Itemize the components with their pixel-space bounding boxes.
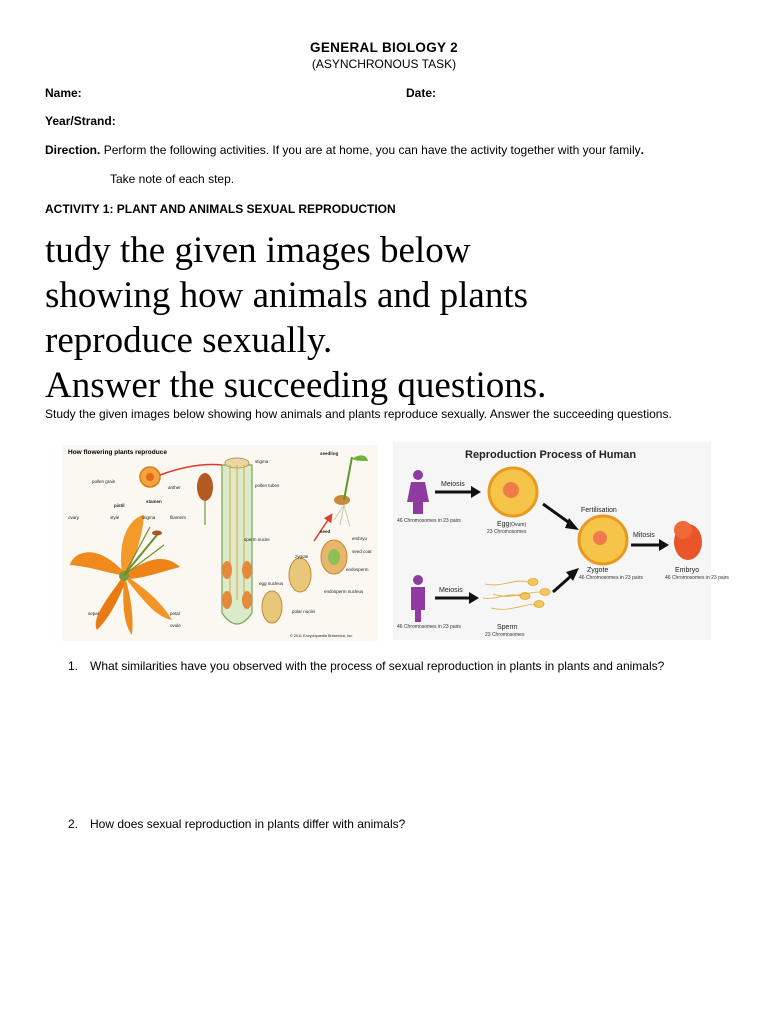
direction-label: Direction.	[45, 143, 101, 157]
zygote-label: Zygote	[587, 567, 609, 574]
question-2-text: How does sexual reproduction in plants differ with animals?	[90, 817, 406, 831]
male-chromosome-label: 46 Chromosomes in 23 pairs	[397, 624, 461, 630]
label-stigma-2: stigma	[142, 515, 156, 520]
ovum-label: (Ovum)	[509, 522, 527, 528]
meiosis-top-label: Meiosis	[441, 481, 465, 488]
ovule	[262, 591, 282, 623]
label-endosperm: endosperm	[346, 567, 369, 572]
direction-text: Perform the following activities. If you are at home, you can have the activity together with your family	[103, 143, 641, 157]
label-ovule: ovule	[170, 623, 181, 628]
label-seedling: seedling	[320, 451, 339, 456]
label-zygote: zygote	[295, 554, 309, 559]
label-stigma: stigma	[255, 459, 269, 464]
year-strand-label: Year/Strand:	[45, 114, 116, 128]
label-seed: seed	[320, 529, 331, 534]
label-anther: anther	[168, 485, 181, 490]
female-chromosome-label: 46 Chromosomes in 23 pairs	[397, 518, 461, 524]
embryo-label: Embryo	[675, 567, 700, 574]
fertilisation-label: Fertilisation	[581, 507, 617, 514]
question-number: 1.	[68, 659, 79, 673]
label-stamen: stamen	[146, 499, 162, 504]
activity-instruction: Study the given images below showing how animals and plants reproduce sexually. Answer the succeeding questions.	[45, 407, 672, 421]
document-subtitle: (ASYNCHRONOUS TASK)	[311, 57, 457, 71]
large-line: Answer the succeeding questions.	[45, 365, 547, 406]
label-petal: petal	[170, 611, 180, 616]
label-pollen-grain: pollen grain	[92, 479, 116, 484]
plant-figure-title: How flowering plants reproduce	[68, 449, 167, 456]
direction-paragraph	[45, 143, 721, 157]
label-style: style	[110, 515, 120, 520]
activity-heading: ACTIVITY 1: PLANT AND ANIMALS SEXUAL REPRODUCTION	[45, 202, 396, 216]
large-line: reproduce sexually.	[45, 320, 333, 361]
embryo-chromosome-label: 46 Chromosomes in 23 pairs	[665, 575, 729, 581]
label-embryo: embryo	[352, 536, 368, 541]
label-egg-nucleus: egg nucleus	[259, 581, 284, 586]
anther	[197, 473, 213, 501]
label-pollen-tubes: pollen tubes	[255, 483, 280, 488]
plant-reproduction-figure	[62, 445, 378, 641]
egg-chromosome-label: 23 Chromosomes	[487, 529, 527, 535]
document-title: GENERAL BIOLOGY 2	[310, 40, 458, 55]
mitosis-label: Mitosis	[633, 532, 655, 539]
svg-text:Egg(Ovum)	[497, 521, 526, 528]
date-label: Date:	[406, 86, 437, 100]
direction-note: Take note of each step.	[110, 172, 235, 186]
zygote-chromosome-label: 46 Chromosomes in 23 pairs	[579, 575, 643, 581]
label-pistil: pistil	[114, 503, 125, 508]
label-ovary: ovary	[68, 515, 80, 520]
large-line: showing how animals and plants	[45, 275, 529, 316]
sperm-chromosome-label: 23 Chromosomes	[485, 632, 525, 638]
meiosis-bottom-label: Meiosis	[439, 587, 463, 594]
human-figure-title: Reproduction Process of Human	[465, 449, 637, 461]
label-polar-nuclei: polar nuclei	[292, 609, 316, 614]
large-line: tudy the given images below	[45, 230, 471, 271]
direction-period: .	[640, 143, 644, 157]
name-label: Name:	[45, 86, 82, 100]
egg-label: Egg	[497, 521, 510, 528]
label-endosperm-nucleus: endosperm nucleus	[324, 589, 364, 594]
label-filament: filament	[170, 515, 186, 520]
human-reproduction-figure	[393, 442, 729, 640]
label-sepal: sepal	[88, 611, 99, 616]
label-sperm-nuclei: sperm nuclei	[244, 537, 270, 542]
plant-figure-copyright: © 2011 Encyclopædia Britannica, Inc.	[290, 634, 354, 638]
sperm-label: Sperm	[497, 624, 518, 631]
question-number: 2.	[68, 817, 79, 831]
label-seed-coat: seed coat	[352, 549, 372, 554]
large-instruction-text	[45, 228, 745, 408]
question-1-text: What similarities have you observed with the process of sexual reproduction in plants in plants and animals?	[90, 659, 665, 673]
